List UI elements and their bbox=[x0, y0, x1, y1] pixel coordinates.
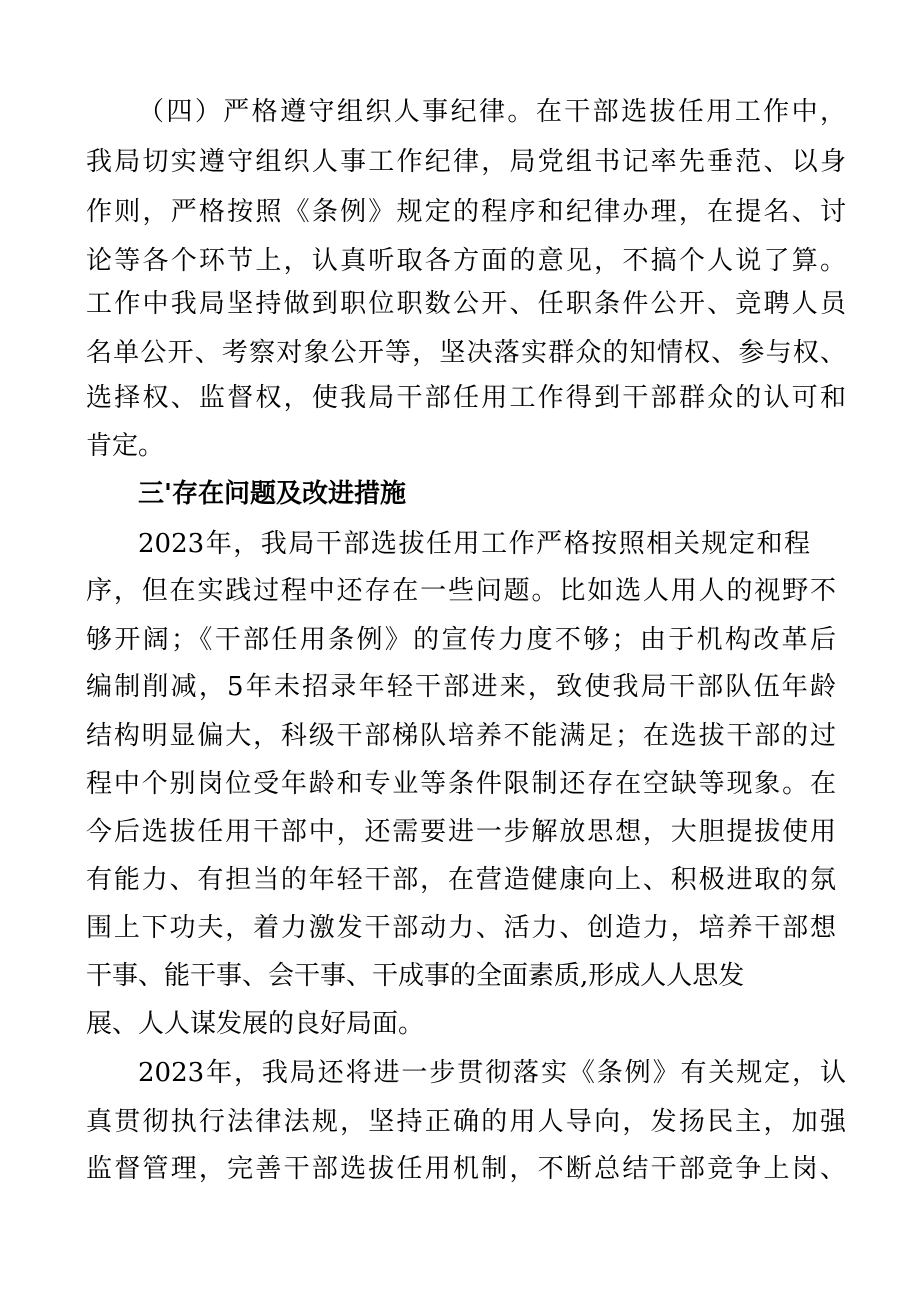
text-line: 工作中我局坚持做到职位职数公开、任职条件公开、竞聘人员 bbox=[86, 289, 846, 319]
text-line: 名单公开、考察对象公开等，坚决落实群众的知情权、参与权、 bbox=[86, 338, 846, 368]
text-line: 论等各个环节上，认真听取各方面的意见，不搞个人说了算。 bbox=[86, 246, 846, 276]
text-line: 编制削减，5年未招录年轻干部进来，致使我局干部队伍年龄 bbox=[86, 672, 836, 702]
text-line: 肯定。 bbox=[86, 431, 165, 461]
text-line: 展、人人谋发展的良好局面。 bbox=[86, 1009, 425, 1039]
section-heading: 三'存在问题及改进措施 bbox=[138, 479, 406, 509]
text-line: 干事、能干事、会干事、干成事的全面素质,形成人人思发 bbox=[86, 961, 745, 991]
text-line: 选择权、监督权，使我局干部任用工作得到干部群众的认可和 bbox=[86, 383, 846, 413]
text-line: 有能力、有担当的年轻干部，在营造健康向上、积极进取的氛 bbox=[86, 865, 836, 895]
text-line: 今后选拔任用干部中，还需要进一步解放思想，大胆提拔使用 bbox=[86, 817, 836, 847]
text-line: 2023年，我局还将进一步贯彻落实《条例》有关规定，认 bbox=[138, 1058, 846, 1088]
text-line: 我局切实遵守组织人事工作纪律，局党组书记率先垂范、以身 bbox=[86, 147, 846, 177]
text-line: 监督管理，完善干部选拔任用机制，不断总结干部竞争上岗、 bbox=[86, 1154, 846, 1184]
text-line: 序，但在实践过程中还存在一些问题。比如选人用人的视野不 bbox=[86, 576, 836, 606]
text-line: 围上下功夫，着力激发干部动力、活力、创造力，培养干部想 bbox=[86, 913, 836, 943]
text-line: 结构明显偏大，科级干部梯队培养不能满足；在选拔干部的过 bbox=[86, 721, 836, 751]
text-line: 真贯彻执行法律法规，坚持正确的用人导向，发扬民主，加强 bbox=[86, 1107, 846, 1137]
text-line: 够开阔；《干部任用条例》的宣传力度不够；由于机构改革后 bbox=[86, 625, 836, 655]
text-line: 程中个别岗位受年龄和专业等条件限制还存在空缺等现象。在 bbox=[86, 769, 836, 799]
text-line: 2023年，我局干部选拔任用工作严格按照相关规定和程 bbox=[138, 529, 810, 559]
text-line: （四）严格遵守组织人事纪律。在干部选拔任用工作中， bbox=[138, 97, 846, 127]
text-line: 作则，严格按照《条例》规定的程序和纪律办理，在提名、讨 bbox=[86, 197, 846, 227]
